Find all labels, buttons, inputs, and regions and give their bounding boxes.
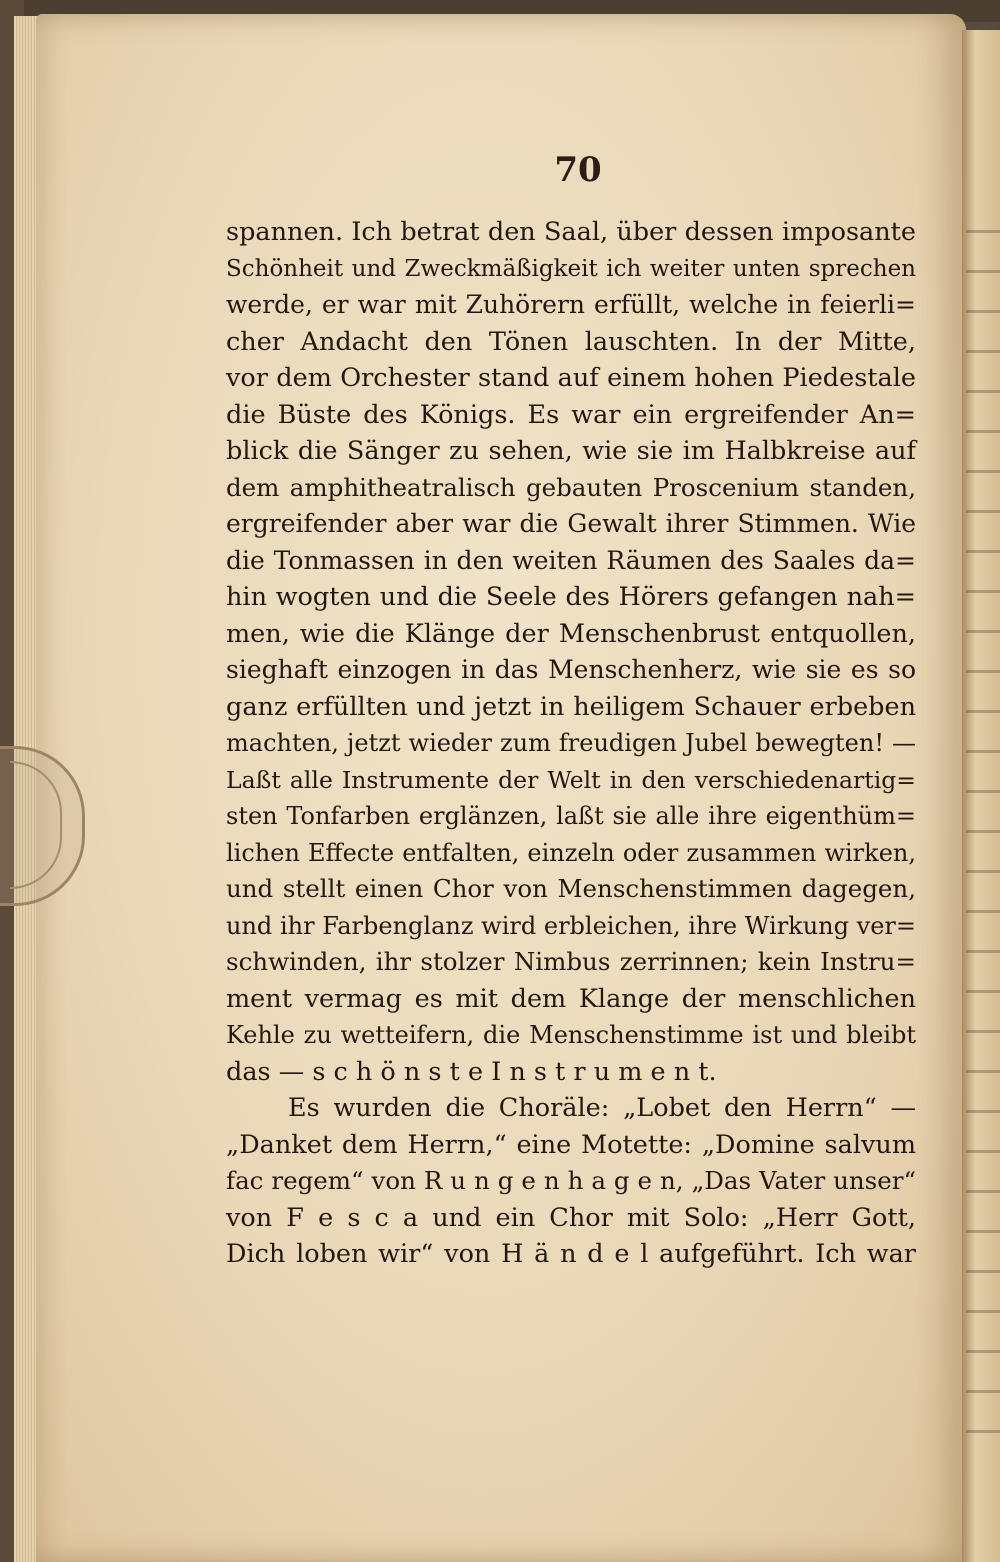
- text-line: schwinden, ihr stolzer Nimbus zerrinnen; kein Instru=: [226, 947, 916, 976]
- text-line: dem amphitheatralisch gebauten Proscenium standen,: [226, 472, 916, 502]
- text-line: Es wurden die Choräle: „Lobet den Herrn“ —: [288, 1093, 916, 1123]
- text-line: vor dem Orchester stand auf einem hohen Piedestale: [226, 363, 916, 393]
- text-line: das — s c h ö n s t e I n s t r u m e n t.: [226, 1056, 717, 1087]
- text-line: ganz erfüllten und jetzt in heiligem Schauer erbeben: [226, 691, 916, 722]
- text-line: und stellt einen Chor von Menschenstimmen dagegen,: [226, 874, 916, 903]
- text-line: lichen Effecte entfalten, einzeln oder zusammen wirken,: [226, 838, 916, 867]
- text-line: Laßt alle Instrumente der Welt in den verschiedenartig=: [226, 765, 916, 794]
- text-line: fac regem“ von R u n g e n h a g e n, „Das Vater unser“: [226, 1166, 916, 1195]
- body-text: [226, 214, 916, 1273]
- text-line: ergreifender aber war die Gewalt ihrer Stimmen. Wie: [226, 509, 916, 538]
- text-line: Schönheit und Zweckmäßigkeit ich weiter unten sprechen: [226, 255, 916, 282]
- text-line: die Tonmassen in den weiten Räumen des Saales da=: [226, 545, 916, 575]
- text-line: machten, jetzt wieder zum freudigen Jubel bewegten! —: [226, 729, 916, 757]
- text-line: sten Tonfarben erglänzen, laßt sie alle ihre eigenthüm=: [226, 802, 916, 830]
- text-line: ment vermag es mit dem Klange der menschlichen: [226, 983, 916, 1014]
- text-line: blick die Sänger zu sehen, wie sie im Halbkreise auf: [226, 436, 916, 466]
- text-line: von F e s c a und ein Chor mit Solo: „Herr Gott,: [226, 1202, 916, 1233]
- text-line: spannen. Ich betrat den Saal, über dessen imposante: [226, 217, 916, 247]
- page-number: 70: [554, 150, 602, 190]
- page-clip-inner: [10, 761, 62, 889]
- text-line: und ihr Farbenglanz wird erbleichen, ihre Wirkung ver=: [226, 911, 916, 940]
- adjacent-page-text: [966, 200, 1000, 1440]
- text-line: die Büste des Königs. Es war ein ergreifender An=: [226, 399, 916, 430]
- text-line: „Danket dem Herrn,“ eine Motette: „Domine salvum: [226, 1129, 916, 1160]
- text-line: Dich loben wir“ von H ä n d e l aufgeführt. Ich war: [226, 1239, 916, 1269]
- text-line: sieghaft einzogen in das Menschenherz, wie sie es so: [226, 655, 916, 684]
- text-line: hin wogten und die Seele des Hörers gefangen nah=: [226, 582, 916, 612]
- text-line: cher Andacht den Tönen lauschten. In der Mitte,: [226, 326, 916, 357]
- text-line: werde, er war mit Zuhörern erfüllt, welche in feierli=: [226, 290, 916, 319]
- text-line: Kehle zu wetteifern, die Menschenstimme ist und bleibt: [226, 1021, 916, 1049]
- text-line: men, wie die Klänge der Menschenbrust entquollen,: [226, 618, 916, 649]
